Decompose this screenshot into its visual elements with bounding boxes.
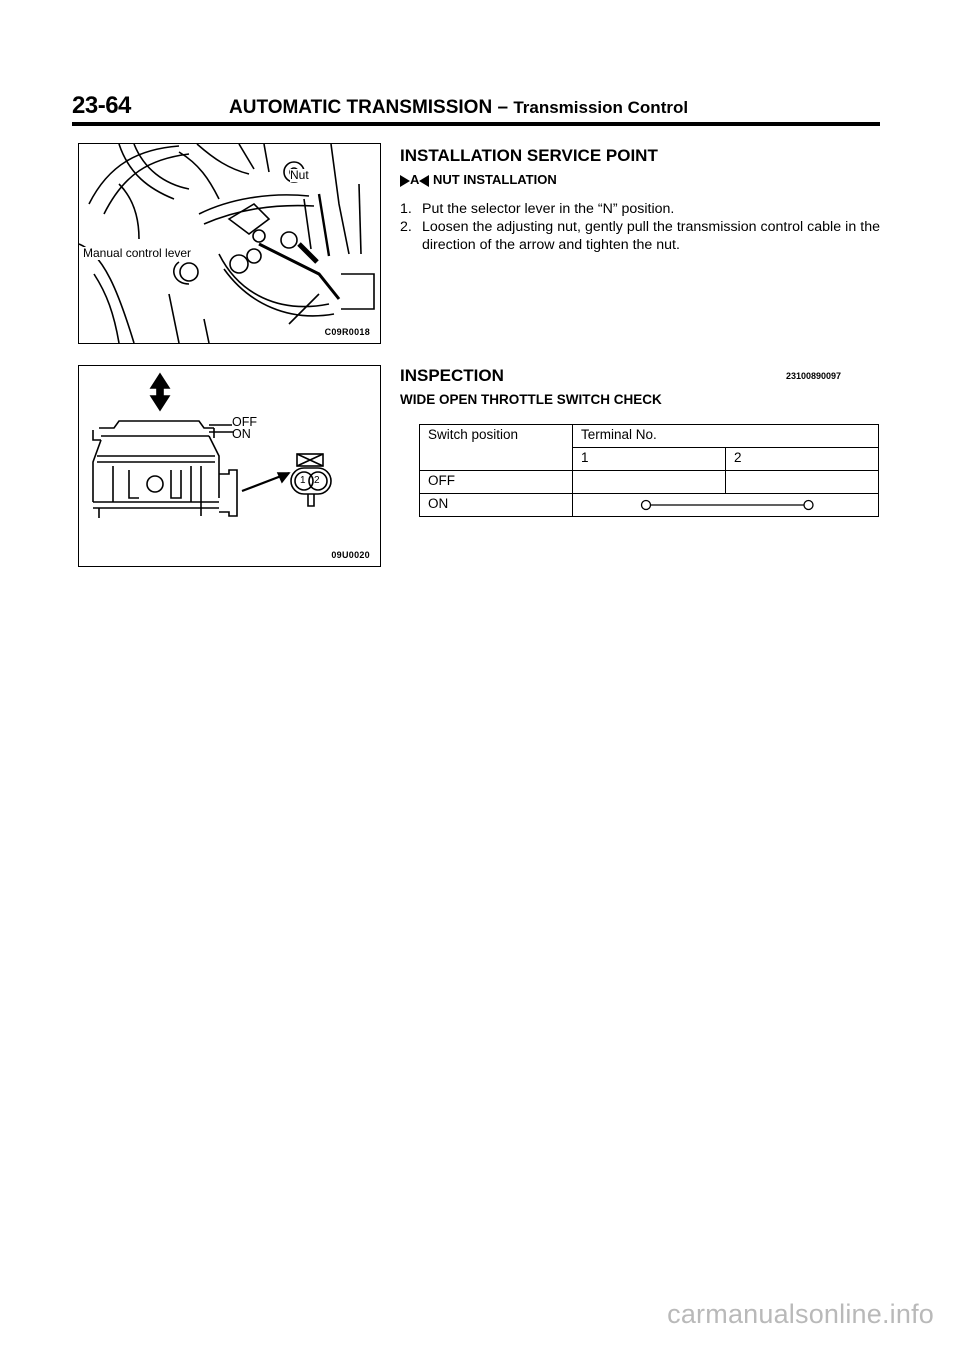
header-terminal-no: Terminal No.	[573, 425, 879, 448]
label-manual-control-lever: Manual control lever	[83, 246, 192, 260]
cell-position-on: ON	[420, 494, 573, 517]
cell-on-continuity	[573, 494, 879, 517]
title-sub: Transmission Control	[513, 98, 689, 117]
table-row	[420, 425, 879, 448]
continuity-symbol-icon	[573, 494, 879, 516]
inspection-heading: INSPECTION	[400, 366, 504, 385]
throttle-switch-connector-illustration-icon	[79, 366, 380, 566]
step-item	[400, 200, 880, 218]
label-pin-2: 2	[314, 475, 320, 486]
label-off: OFF	[232, 415, 257, 429]
label-on: ON	[232, 427, 251, 441]
header-rule	[72, 122, 880, 126]
step-number: 2.	[400, 219, 412, 235]
header-terminal-1: 1	[573, 448, 726, 471]
label-nut: Nut	[290, 168, 309, 182]
step-text: Loosen the adjusting nut, gently pull the transmission control cable in the direction of the arrow and tighten the nut.	[422, 219, 880, 253]
cell-off-terminal-1	[573, 471, 726, 494]
figure-code: 09U0020	[331, 550, 370, 560]
installation-steps	[400, 200, 880, 254]
title-separator: –	[497, 97, 509, 118]
table-row	[420, 494, 879, 517]
triangle-left-icon	[419, 175, 429, 187]
step-text: Put the selector lever in the “N” position.	[422, 201, 675, 217]
title-main: AUTOMATIC TRANSMISSION	[229, 97, 493, 118]
step-number: 1.	[400, 201, 412, 217]
header-switch-position: Switch position	[420, 425, 573, 471]
page-title	[229, 97, 688, 119]
figure-code: C09R0018	[324, 327, 370, 337]
installation-heading: INSTALLATION SERVICE POINT	[400, 146, 658, 165]
triangle-right-icon	[400, 175, 410, 187]
cell-position-off: OFF	[420, 471, 573, 494]
nut-installation-subheading	[400, 172, 557, 187]
switch-continuity-table	[419, 424, 879, 517]
page-number: 23-64	[72, 92, 131, 119]
engine-linkage-illustration-icon	[79, 144, 380, 343]
step-item	[400, 218, 880, 254]
table-row	[420, 471, 879, 494]
marker-letter: A	[410, 172, 420, 187]
subheading-text: NUT INSTALLATION	[433, 172, 557, 187]
reference-code: 23100890097	[786, 371, 842, 381]
watermark: carmanualsonline.info	[667, 1299, 934, 1329]
figure-manual-control-lever	[78, 143, 381, 344]
throttle-switch-check-heading: WIDE OPEN THROTTLE SWITCH CHECK	[400, 392, 662, 407]
label-pin-1: 1	[300, 475, 306, 486]
cell-off-terminal-2	[726, 471, 879, 494]
header-terminal-2: 2	[726, 448, 879, 471]
figure-throttle-switch	[78, 365, 381, 567]
